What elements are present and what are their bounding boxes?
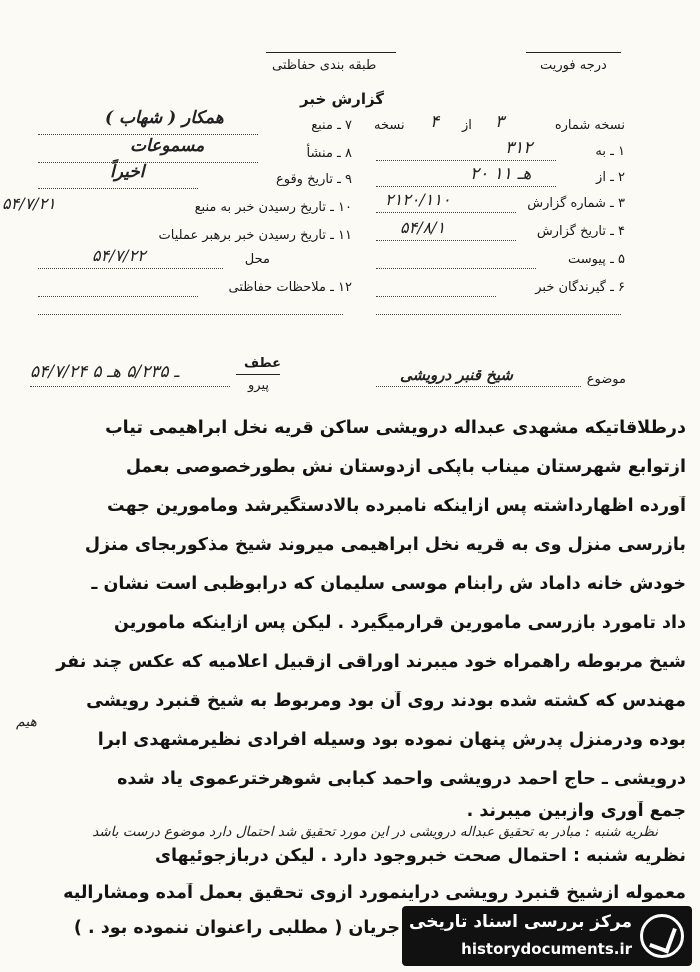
body-line: مهندس که کشته شده بودند روی آن بود ومربوط به شیخ قنبرد رویشی [86,691,686,711]
recipients-label: ۶ ـ گیرندگان خبر [535,280,625,295]
archive-logo-icon [640,914,684,958]
source-received-label: ۱۰ ـ تاریخ رسیدن خبر به منبع [194,200,352,215]
classification-rule [266,52,396,53]
body-line: بازرسی منزل وی به قریه نخل ابراهیمی میروند شیخ مذکوربجای منزل [84,535,686,555]
peyro-label: پیرو [248,378,269,393]
body-line: بوده ودرمنزل پدرش پنهان نموده بود وسیله افرادی نظیرمشهدی ابرا [97,730,686,750]
body-line: شیخ مربوطه راهمراه خود میبرند اوراقی ازقبیل اعلامیه که عکس چند نفر [56,652,686,672]
report-number-label: ۳ ـ شماره گزارش [527,196,625,211]
page-title: گزارش خبر [300,90,385,108]
atf-label: عطف [244,356,282,371]
handwritten-note: نظریه شنبه : مبادر به تحقیق عبداله درویشی در این مورد تحقیق شد احتمال دارد موضوع درست باشد [92,824,658,840]
body-line: جمع آوری وازبین میبرند . [466,801,686,821]
comment-line: معموله ازشیخ قنبرد رویشی دراینمورد ازوی تحقیق بعمل آمده ومشارالیه [63,883,686,903]
comment-line: جریان ( مطلبی راعنوان ننموده بود . ) [73,918,400,938]
margin-note: هیم [16,714,37,730]
location-label: محل [244,252,270,267]
copy-number-label: نسخه شماره [554,118,625,133]
occurrence-date-label: ۹ ـ تاریخ وقوع [275,172,352,187]
subject-label: موضوع [586,372,626,387]
copy-number-value: ۳ [495,112,505,132]
subject-value: شیخ قنبر درویشی [400,366,513,384]
report-number-value: ۲۱۲۰/۱۱۰ [385,190,451,209]
report-date-value: ۵۴/۸/۱ [400,218,446,237]
from-label: ۲ ـ از [596,170,625,185]
origin-label: ۸ ـ منشأ [306,146,352,161]
to-label: ۱ ـ به [595,144,625,159]
operations-received-label: ۱۱ ـ تاریخ رسیدن خبر برهبر عملیات [158,228,352,243]
location-value: ۵۴/۷/۲۲ [92,246,146,265]
urgency-rule [526,52,621,53]
classification-label: طبقه بندی حفاظتی [272,58,377,73]
copy-of-label: از [462,118,472,133]
body-line: درویشی ـ حاج احمد درویشی واحمد کبابی شوهرخترعموی یاد شده [117,769,686,789]
source-label: ۷ ـ منبع [311,118,352,133]
body-line: آورده اظهارداشته پس ازاینکه نامبرده بالادستگیرشد ومامورین جهت [107,496,686,516]
copy-tail-label: نسخه [374,118,405,133]
copy-of-value: ۴ [430,112,440,132]
from-value: ۲۰ هـ ۱۱ [470,164,532,184]
to-value: ۳۱۲ [505,138,533,158]
report-date-label: ۴ ـ تاریخ گزارش [536,224,625,239]
source-value: همکار ( شهاب ) [105,108,224,128]
comment-line: نظریه شنبه : احتمال صحت خبروجود دارد . لیکن دربازجوئیهای [154,846,686,866]
body-line: درطلاقاتیکه مشهدی عبداله درویشی ساکن قریه نخل ابراهیمی تیاب [105,418,686,438]
source-received-value: ۵۴/۷/۲۱ [2,194,56,213]
occurrence-date-value: اخیراً [110,162,145,182]
body-line: ازتوابع شهرستان میناب باپکی ازدوستان نش بطورخصوصی بعمل [125,457,686,477]
security-notes-label: ۱۲ ـ ملاحظات حفاظتی [228,280,352,295]
origin-value: مسموعات [130,136,205,156]
urgency-label: درجه فوریت [540,58,607,73]
body-line: داد تامورد بازرسی مامورین قرارمیگیرد . لیکن پس ازاینکه مامورین [114,613,686,633]
watermark-title: مرکز بررسی اسناد تاریخی [409,912,632,932]
watermark-url: historydocuments.ir [461,940,632,958]
body-line: خودش خانه داماد ش رابنام موسی سلیمان که درابوظبی است نشان ـ [91,574,686,594]
attachment-label: ۵ ـ پیوست [568,252,625,267]
reference-value: ۵۴/۷/۲۴ ـ ۵/۲۳۵ هـ ۵ [30,362,180,382]
archive-watermark-logo [402,906,692,966]
